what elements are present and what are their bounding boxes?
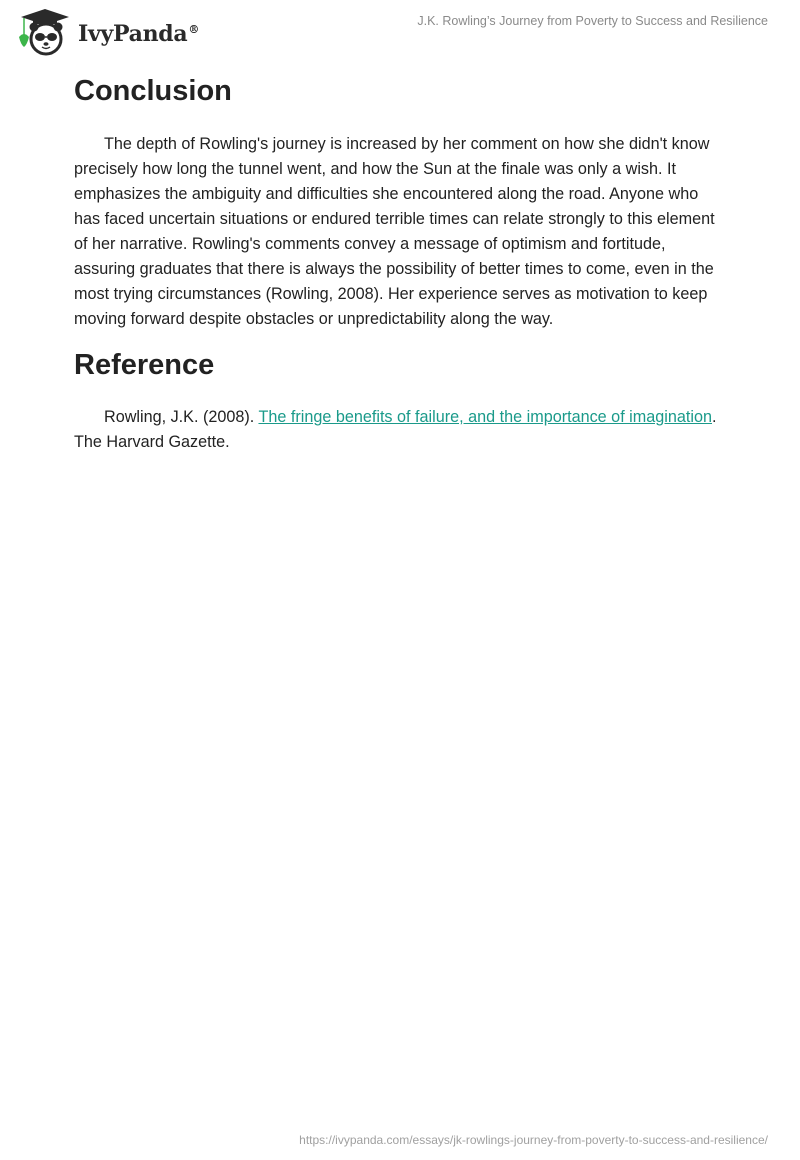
panda-graduate-logo-icon xyxy=(15,7,73,57)
conclusion-paragraph: The depth of Rowling's journey is increased by her comment on how she didn't know precisely how long the tunnel went, and how the Sun at the finale was only a wish. It emphasizes the ambiguity and difficulties she encountered along the road. Anyone who has faced uncertain situations or endured terrible times can relate strongly to this element of her narrative. Rowling's comments convey a message of optimism and fortitude, assuring graduates that there is always the possibility of better times to come, even in the most trying circumstances (Rowling, 2008). Her experience serves as motivation to keep moving forward despite obstacles or unpredictability along the way. xyxy=(74,135,715,328)
running-title: J.K. Rowling’s Journey from Poverty to Success and Resilience xyxy=(417,14,768,28)
reference-entry xyxy=(74,405,726,455)
footer-url: https://ivypanda.com/essays/jk-rowlings-journey-from-poverty-to-success-and-resilience/ xyxy=(299,1133,768,1147)
essay-content xyxy=(74,70,726,455)
conclusion-heading: Conclusion xyxy=(74,75,232,107)
logo-brand-text: IvyPanda® xyxy=(78,21,200,47)
reference-link[interactable]: The fringe benefits of failure, and the importance of imagination xyxy=(258,408,712,426)
ivypanda-logo[interactable] xyxy=(15,7,199,57)
reference-prefix: Rowling, J.K. (2008). xyxy=(104,408,259,426)
reference-heading: Reference xyxy=(74,349,215,381)
reference-suffix: . The Harvard Gazette. xyxy=(74,408,717,451)
registered-mark: ® xyxy=(188,22,200,36)
page-header xyxy=(0,0,800,60)
